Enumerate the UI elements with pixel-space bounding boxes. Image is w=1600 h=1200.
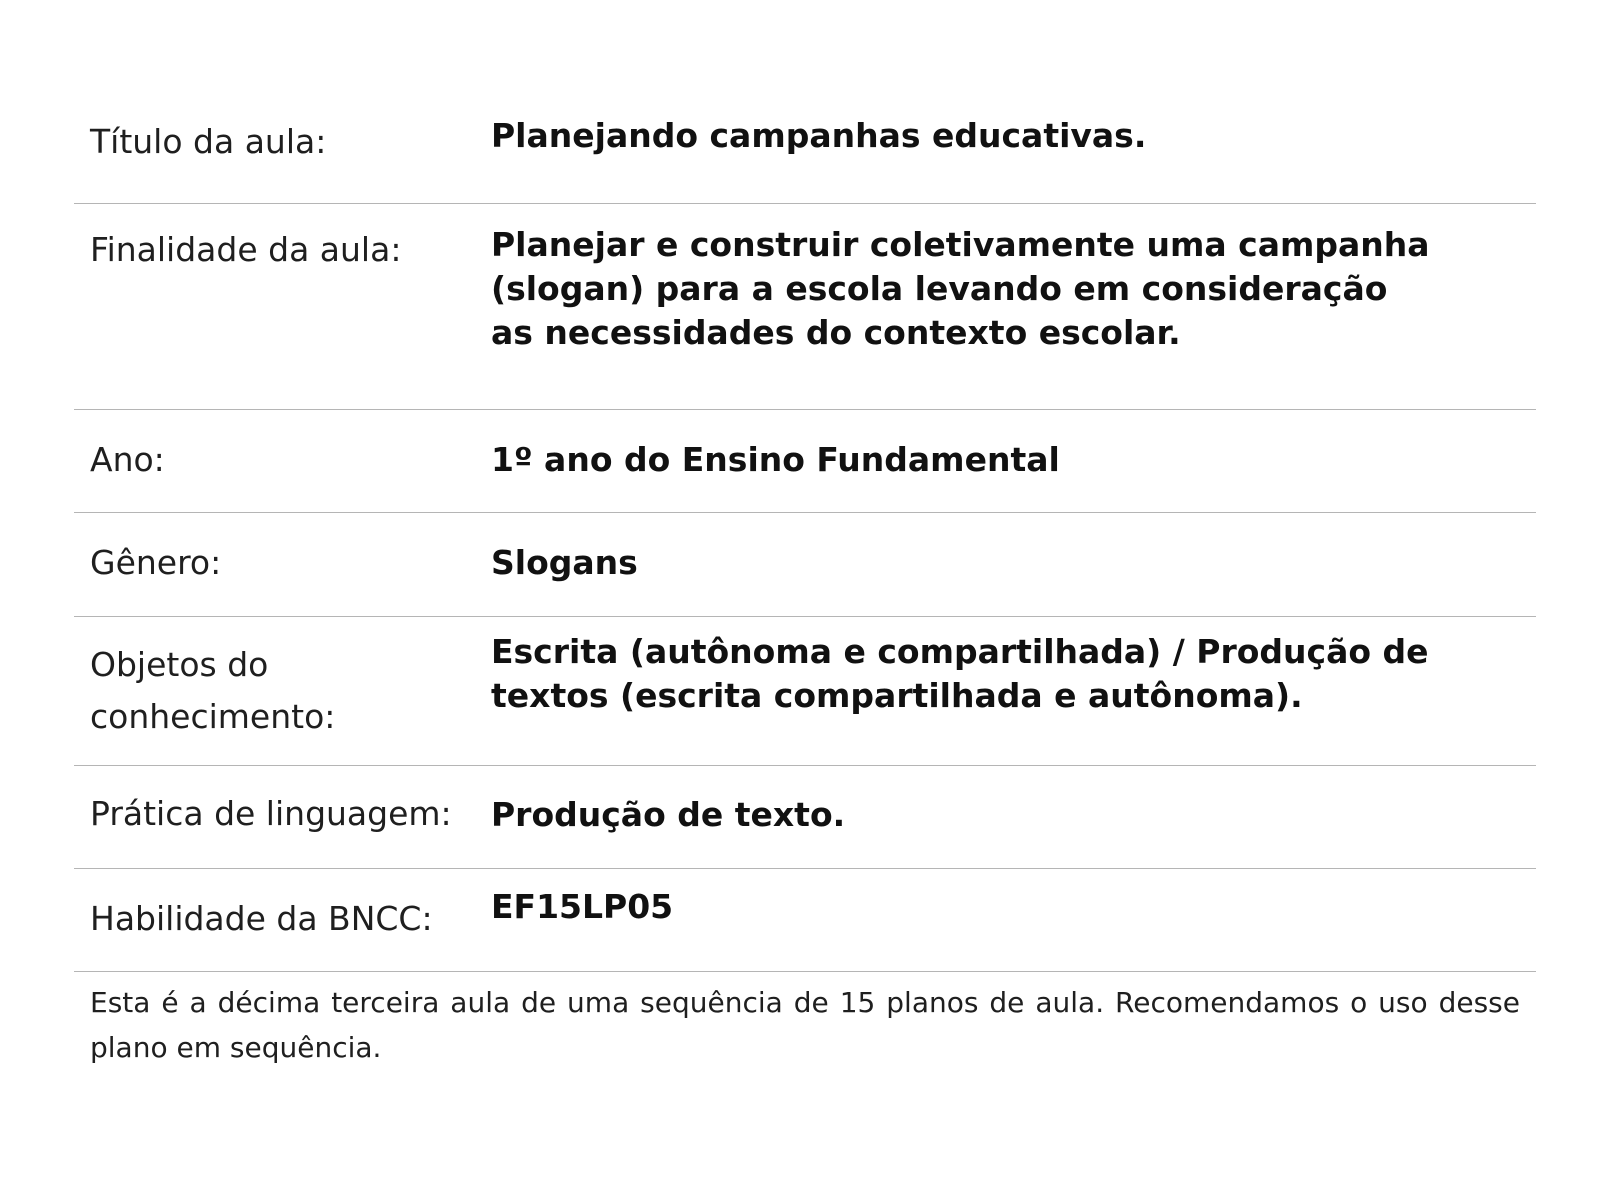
row-label: Finalidade da aula:	[90, 230, 402, 269]
row-value: Slogans	[491, 543, 638, 582]
row-language-practice	[74, 766, 1536, 869]
row-lesson-purpose	[74, 204, 1536, 410]
row-value: Escrita (autônoma e compartilhada) / Produção de textos (escrita compartilhada e autônoma).	[491, 632, 1429, 715]
row-value: Produção de texto.	[491, 795, 846, 834]
row-genre	[74, 513, 1536, 617]
row-value: EF15LP05	[491, 887, 674, 926]
row-bncc-skill	[74, 869, 1536, 972]
row-knowledge-objects	[74, 617, 1536, 766]
row-label: Habilidade da BNCC:	[90, 899, 433, 938]
row-grade	[74, 410, 1536, 513]
row-lesson-title	[74, 92, 1536, 204]
lesson-plan-table	[74, 92, 1536, 972]
row-value: Planejar e construir coletivamente uma campanha (slogan) para a escola levando em consideração as necessidades do contexto escolar.	[491, 225, 1430, 352]
row-value: 1º ano do Ensino Fundamental	[491, 440, 1060, 479]
row-label: Ano:	[90, 440, 165, 479]
row-label: Prática de linguagem:	[90, 794, 452, 833]
row-label: Título da aula:	[90, 122, 327, 161]
row-value: Planejando campanhas educativas.	[491, 116, 1147, 155]
row-label: Objetos do conhecimento:	[90, 645, 336, 736]
sequence-note: Esta é a décima terceira aula de uma sequência de 15 planos de aula. Recomendamos o uso desse plano em sequência.	[90, 986, 1520, 1064]
row-label: Gênero:	[90, 543, 222, 582]
